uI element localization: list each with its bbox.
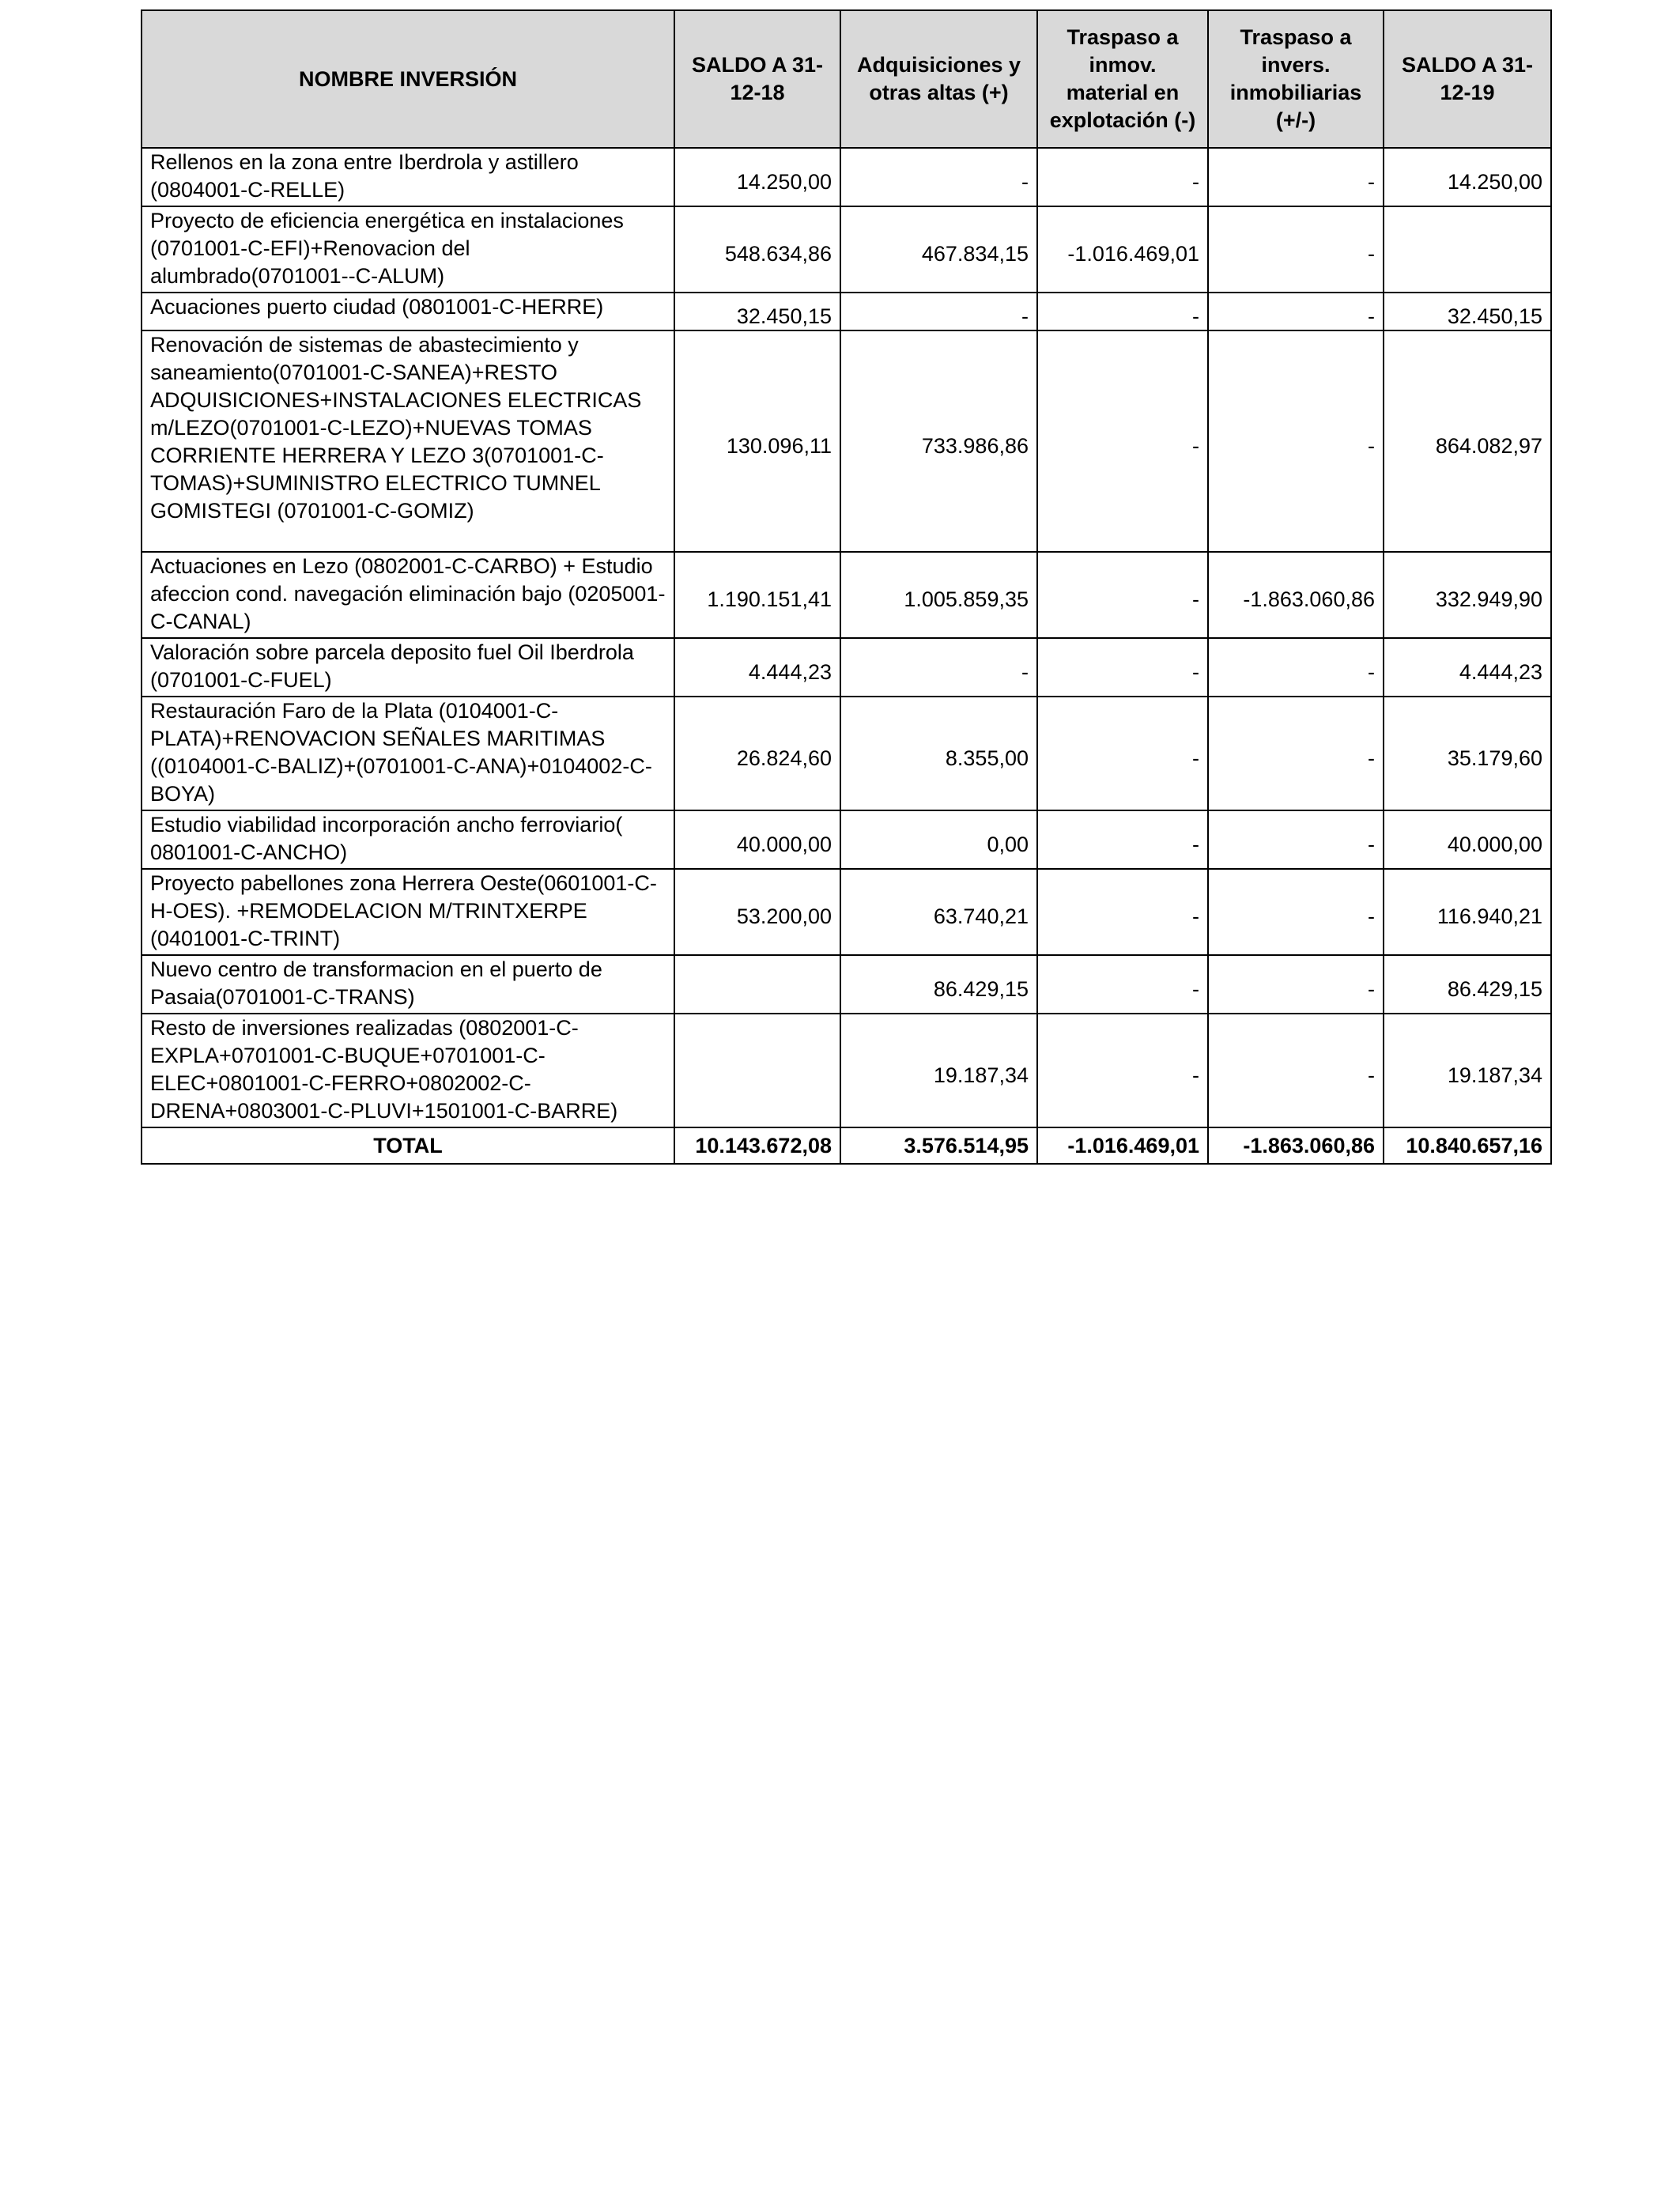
row-name: Resto de inversiones realizadas (0802001-C-EXPLA+0701001-C-BUQUE+0701001-C-ELEC+0801001-C-FERRO+0802002-C-DRENA+0803001-C-PLUVI+1501001-C-BARRE) [142, 1014, 674, 1127]
header-traspaso-inmov: Traspaso a inmov. material en explotación (-) [1037, 10, 1208, 148]
total-traspaso-inmov: -1.016.469,01 [1037, 1127, 1208, 1164]
row-traspaso-invers: - [1208, 148, 1384, 206]
row-traspaso-inmov: - [1037, 293, 1208, 330]
row-adquisiciones: 63.740,21 [840, 869, 1037, 955]
row-adquisiciones: 467.834,15 [840, 206, 1037, 293]
header-saldo-19: SALDO A 31-12-19 [1384, 10, 1551, 148]
table-row [142, 869, 1551, 955]
table-row [142, 206, 1551, 293]
row-traspaso-inmov: - [1037, 552, 1208, 638]
investment-table [141, 9, 1552, 1165]
row-name: Actuaciones en Lezo (0802001-C-CARBO) + Estudio afeccion cond. navegación eliminación bajo (0205001-C-CANAL) [142, 552, 674, 638]
row-name: Valoración sobre parcela deposito fuel Oil Iberdrola (0701001-C-FUEL) [142, 638, 674, 697]
row-traspaso-invers: - [1208, 330, 1384, 552]
row-saldo-19: 32.450,15 [1384, 293, 1551, 330]
row-traspaso-invers: - [1208, 1014, 1384, 1127]
row-saldo-19: 14.250,00 [1384, 148, 1551, 206]
table-row [142, 955, 1551, 1014]
row-adquisiciones: 0,00 [840, 810, 1037, 869]
row-traspaso-invers: - [1208, 810, 1384, 869]
row-saldo-19: 332.949,90 [1384, 552, 1551, 638]
row-saldo-18: 53.200,00 [674, 869, 840, 955]
row-saldo-18: 130.096,11 [674, 330, 840, 552]
row-name: Proyecto pabellones zona Herrera Oeste(0601001-C-H-OES). +REMODELACION M/TRINTXERPE (0401001-C-TRINT) [142, 869, 674, 955]
row-saldo-18: 548.634,86 [674, 206, 840, 293]
row-adquisiciones: 86.429,15 [840, 955, 1037, 1014]
row-traspaso-invers: - [1208, 206, 1384, 293]
row-traspaso-invers: - [1208, 869, 1384, 955]
row-saldo-18: 1.190.151,41 [674, 552, 840, 638]
header-traspaso-invers: Traspaso a invers. inmobiliarias (+/-) [1208, 10, 1384, 148]
row-adquisiciones: 1.005.859,35 [840, 552, 1037, 638]
row-saldo-19: 86.429,15 [1384, 955, 1551, 1014]
row-saldo-19 [1384, 206, 1551, 293]
row-traspaso-inmov: - [1037, 638, 1208, 697]
row-name: Nuevo centro de transformacion en el puerto de Pasaia(0701001-C-TRANS) [142, 955, 674, 1014]
row-traspaso-inmov: - [1037, 810, 1208, 869]
row-traspaso-inmov: - [1037, 148, 1208, 206]
row-traspaso-inmov: - [1037, 1014, 1208, 1127]
row-name: Proyecto de eficiencia energética en instalaciones (0701001-C-EFI)+Renovacion del alumbrado(0701001--C-ALUM) [142, 206, 674, 293]
row-saldo-18: 4.444,23 [674, 638, 840, 697]
row-name: Estudio viabilidad incorporación ancho ferroviario( 0801001-C-ANCHO) [142, 810, 674, 869]
row-saldo-19: 35.179,60 [1384, 697, 1551, 810]
row-traspaso-invers: - [1208, 638, 1384, 697]
row-traspaso-inmov: - [1037, 955, 1208, 1014]
row-adquisiciones: 733.986,86 [840, 330, 1037, 552]
row-adquisiciones: 19.187,34 [840, 1014, 1037, 1127]
row-name: Restauración Faro de la Plata (0104001-C-PLATA)+RENOVACION SEÑALES MARITIMAS ((0104001-C-BALIZ)+(0701001-C-ANA)+0104002-C-BOYA) [142, 697, 674, 810]
row-traspaso-inmov: - [1037, 330, 1208, 552]
total-row [142, 1127, 1551, 1164]
row-adquisiciones: - [840, 293, 1037, 330]
header-saldo-18: SALDO A 31-12-18 [674, 10, 840, 148]
total-traspaso-invers: -1.863.060,86 [1208, 1127, 1384, 1164]
row-name: Rellenos en la zona entre Iberdrola y astillero (0804001-C-RELLE) [142, 148, 674, 206]
row-saldo-19: 4.444,23 [1384, 638, 1551, 697]
row-traspaso-invers: -1.863.060,86 [1208, 552, 1384, 638]
row-saldo-18: 26.824,60 [674, 697, 840, 810]
row-saldo-18: 14.250,00 [674, 148, 840, 206]
row-saldo-19: 19.187,34 [1384, 1014, 1551, 1127]
table-row [142, 330, 1551, 552]
table-header-row [142, 10, 1551, 148]
row-saldo-18 [674, 955, 840, 1014]
row-traspaso-invers: - [1208, 955, 1384, 1014]
row-traspaso-inmov: - [1037, 869, 1208, 955]
header-name: NOMBRE INVERSIÓN [142, 10, 674, 148]
row-saldo-19: 864.082,97 [1384, 330, 1551, 552]
row-saldo-18: 32.450,15 [674, 293, 840, 330]
row-name: Acuaciones puerto ciudad (0801001-C-HERRE) [142, 293, 674, 330]
table-row [142, 293, 1551, 330]
row-saldo-19: 116.940,21 [1384, 869, 1551, 955]
row-adquisiciones: - [840, 148, 1037, 206]
table-row [142, 1014, 1551, 1127]
row-traspaso-inmov: - [1037, 697, 1208, 810]
total-saldo-18: 10.143.672,08 [674, 1127, 840, 1164]
table-row [142, 552, 1551, 638]
row-traspaso-invers: - [1208, 293, 1384, 330]
row-adquisiciones: - [840, 638, 1037, 697]
row-name: Renovación de sistemas de abastecimiento y saneamiento(0701001-C-SANEA)+RESTO ADQUISICIONES+INSTALACIONES ELECTRICAS m/LEZO(0701001-C-LEZO)+NUEVAS TOMAS CORRIENTE HERRERA Y LEZO 3(0701001-C-TOMAS)+SUMINISTRO ELECTRICO TUMNEL GOMISTEGI (0701001-C-GOMIZ) [142, 330, 674, 552]
table-row [142, 148, 1551, 206]
row-traspaso-inmov: -1.016.469,01 [1037, 206, 1208, 293]
row-saldo-18: 40.000,00 [674, 810, 840, 869]
total-adquisiciones: 3.576.514,95 [840, 1127, 1037, 1164]
row-saldo-18 [674, 1014, 840, 1127]
table-row [142, 810, 1551, 869]
table-row [142, 638, 1551, 697]
row-traspaso-invers: - [1208, 697, 1384, 810]
header-adquisiciones: Adquisiciones y otras altas (+) [840, 10, 1037, 148]
total-saldo-19: 10.840.657,16 [1384, 1127, 1551, 1164]
total-label: TOTAL [142, 1127, 674, 1164]
row-saldo-19: 40.000,00 [1384, 810, 1551, 869]
row-adquisiciones: 8.355,00 [840, 697, 1037, 810]
table-row [142, 697, 1551, 810]
